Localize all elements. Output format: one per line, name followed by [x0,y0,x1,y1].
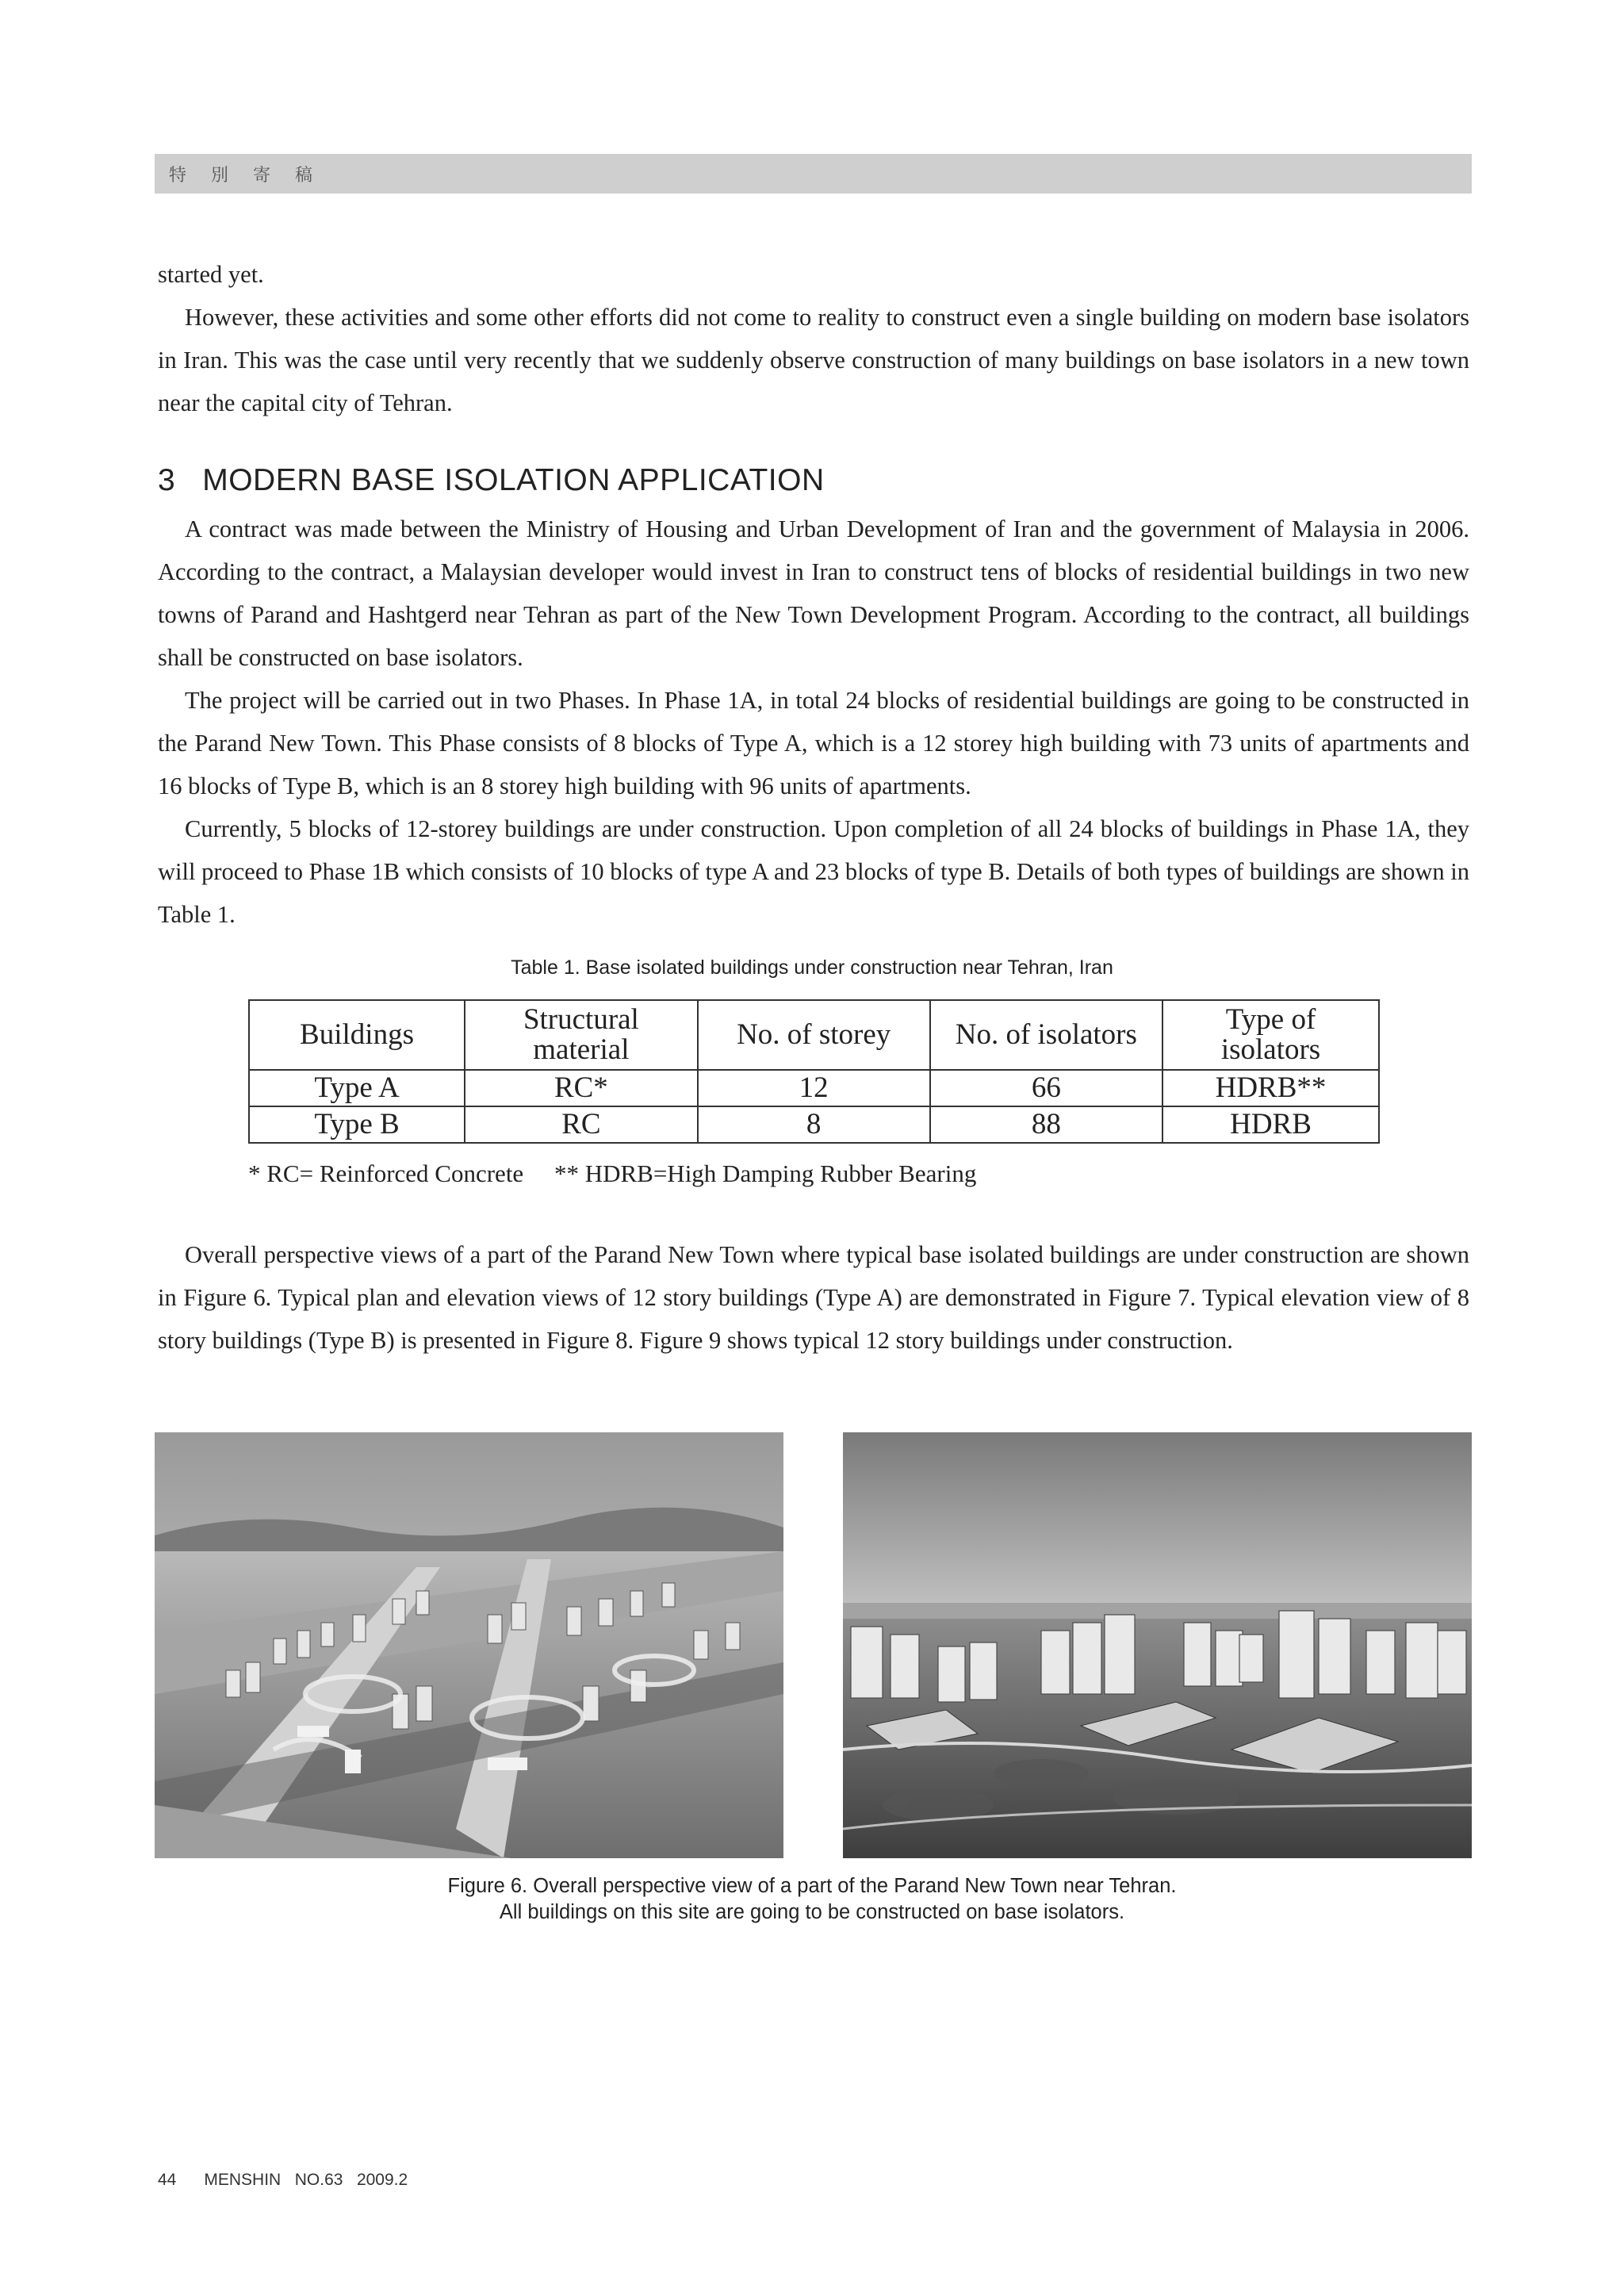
paragraph: A contract was made between the Ministry of Housing and Urban Development of Iran and the government of Malaysia in 2006. According to the contract, a Malaysian developer would invest in Iran to construct tens of blocks of residential buildings in two new towns of Parand and Hashtgerd near Tehran as part of the New Town Development Program. According to the contract, all buildings shall be constructed on base isolators. [158,516,1469,671]
journal-issue: NO.63 [294,2171,343,2189]
section-heading [158,463,825,498]
table-row [249,1070,1379,1106]
table-cell: Type B [249,1106,465,1143]
caption-line: Figure 6. Overall perspective view of a part of the Parand New Town near Tehran. [447,1875,1177,1897]
table-cell: 66 [930,1070,1162,1106]
figure-caption [0,1873,1624,1926]
table-cell: 12 [698,1070,930,1106]
table-caption: Table 1. Base isolated buildings under construction near Tehran, Iran [511,956,1113,979]
data-table [248,999,1380,1144]
header-line: isolators [1220,1033,1321,1066]
table-header-cell [1162,1000,1379,1070]
page-footer [158,2171,408,2190]
paragraph: The project will be carried out in two Phases. In Phase 1A, in total 24 blocks of residential buildings are going to be constructed in the Parand New Town. This Phase consists of 8 blocks of Type A, which is a 12 storey high building with 73 units of apartments and 16 blocks of Type B, which is an 8 storey high building with 96 units of apartments. [158,687,1469,799]
table-header-row [249,1000,1379,1070]
perspective-town-illustration [843,1432,1472,1858]
paragraph: Currently, 5 blocks of 12-storey buildings are under construction. Upon completion of all 24 blocks of buildings in Phase 1A, they will proceed to Phase 1B which consists of 10 blocks of type A and 23 blocks of type B. Details of both types of buildings are shown in Table 1. [158,815,1469,928]
section-label: 特 別 寄 稿 [169,166,322,186]
figure6-right-image [843,1432,1472,1858]
paragraph: Overall perspective views of a part of the Parand New Town where typical base isolated buildings are under construction are shown in Figure 6. Typical plan and elevation views of 12 story buildings (Type A) are demonstrated in Figure 7. Typical elevation view of 8 story buildings (Type B) is presented in Figure 8. Figure 9 shows typical 12 story buildings under construction. [158,1241,1469,1354]
table-footnote: * RC= Reinforced Concrete ** HDRB=High Damping Rubber Bearing [248,1159,977,1187]
aerial-town-illustration [155,1432,783,1858]
table-cell: RC [465,1106,698,1143]
paragraph: started yet. [158,261,264,288]
header-line: Structural [523,1003,639,1036]
table-header-cell: No. of storey [698,1000,930,1070]
body-text-intro [158,253,1469,424]
table-cell: HDRB [1162,1106,1379,1143]
section-header-band [155,154,1472,194]
body-text-section3 [158,508,1469,936]
caption-line: All buildings on this site are going to be constructed on base isolators. [499,1901,1125,1923]
section-title: MODERN BASE ISOLATION APPLICATION [202,463,825,497]
figure6-left-image [155,1432,783,1858]
journal-name: MENSHIN [204,2171,282,2189]
table-cell: Type A [249,1070,465,1106]
table-cell: RC* [465,1070,698,1106]
journal-date: 2009.2 [356,2171,408,2189]
table-row [249,1106,1379,1143]
table-cell: 8 [698,1106,930,1143]
table-cell: 88 [930,1106,1162,1143]
table-header-cell: Buildings [249,1000,465,1070]
section-number: 3 [158,463,176,497]
header-line: material [533,1033,630,1066]
page-number: 44 [158,2171,177,2189]
table-header-cell: No. of isolators [930,1000,1162,1070]
body-text-overview [158,1233,1469,1362]
table-header-cell [465,1000,698,1070]
table-cell: HDRB** [1162,1070,1379,1106]
header-line: Type of [1225,1003,1316,1036]
paragraph: However, these activities and some other efforts did not come to reality to construct even a single building on modern base isolators in Iran. This was the case until very recently that we suddenly observe construction of many buildings on base isolators in a new town near the capital city of Tehran. [158,304,1469,416]
